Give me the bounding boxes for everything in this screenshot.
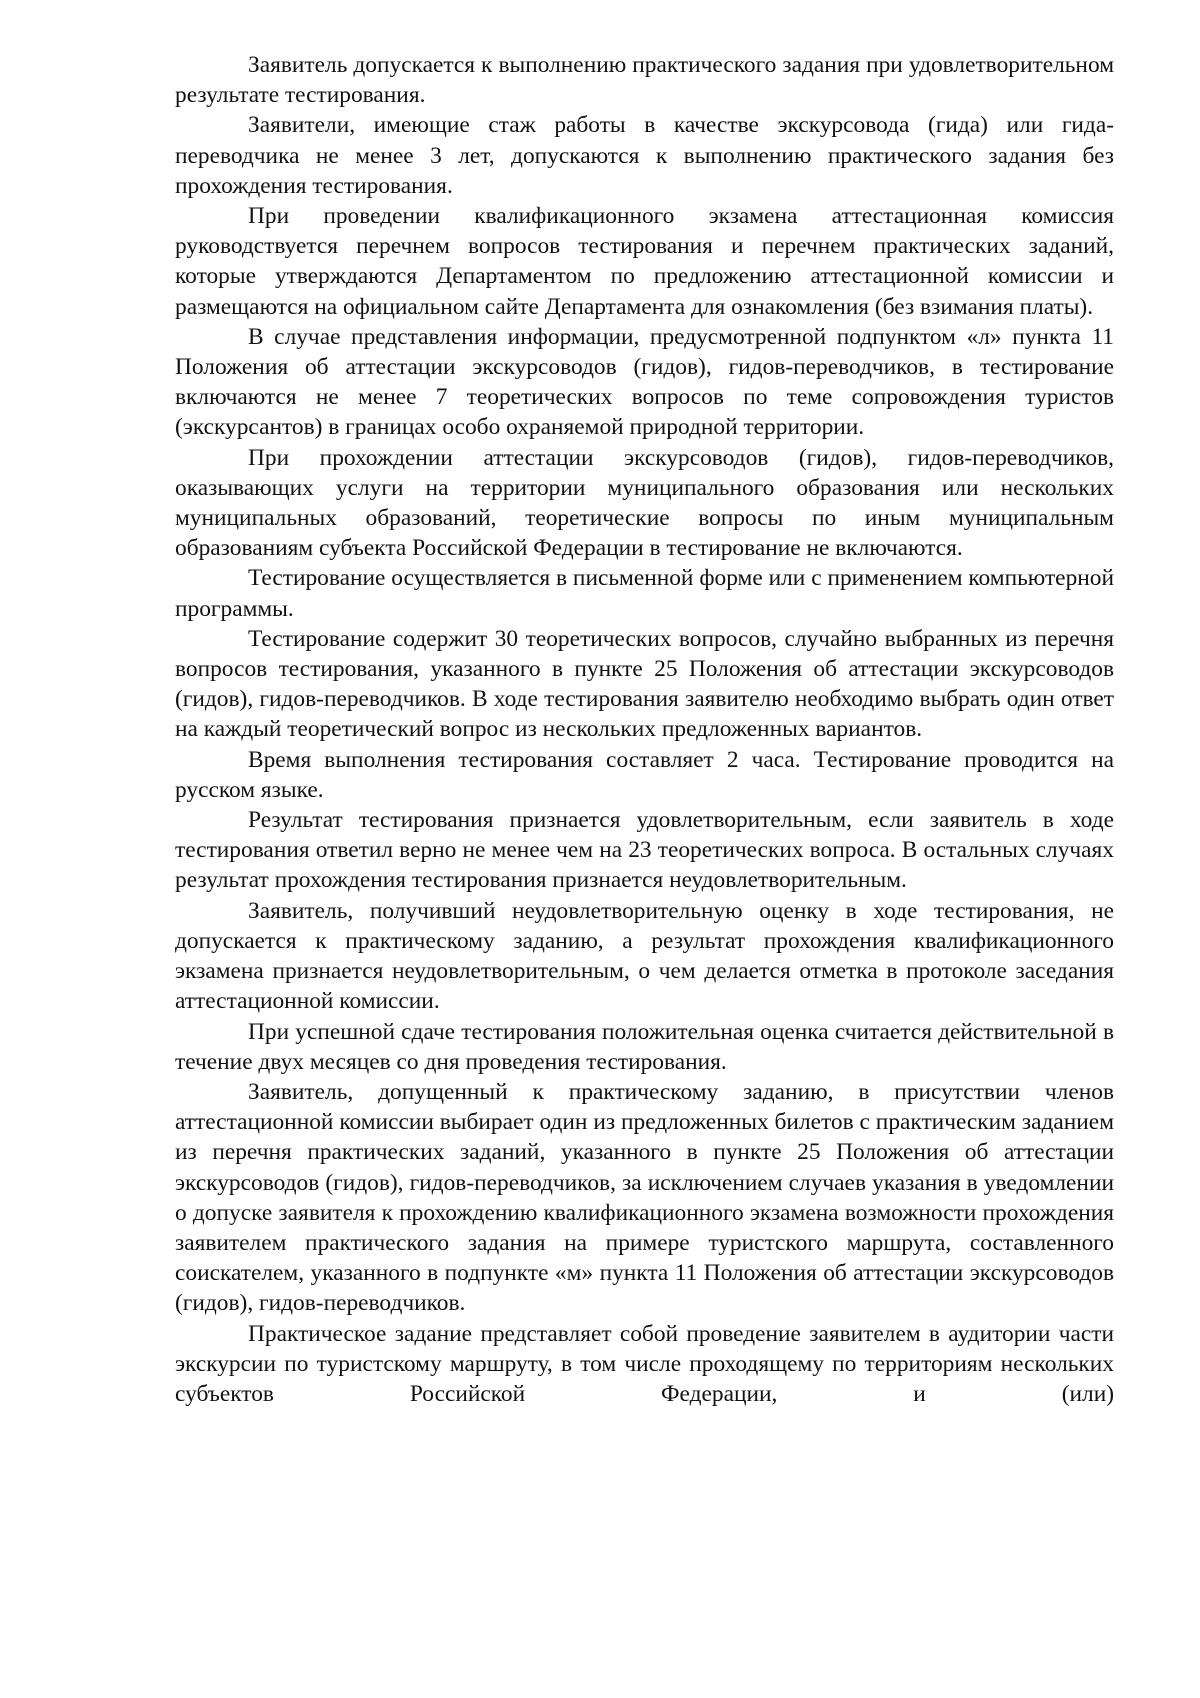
paragraph-experience-exemption: Заявители, имеющие стаж работы в качестве экскурсовода (гида) или гида-переводчика не менее 3 лет, допускаются к выполнению практического задания без прохождения тестирования. (175, 112, 1114, 199)
paragraph-municipal-scope: При прохождении аттестации экскурсоводов (гидов), гидов-переводчиков, оказывающих услуги на территории муниципального образования или нескольких муниципальных образований, теоретические вопросы по иным муниципальным образованиям субъекта Российской Федерации в тестирование не включаются. (175, 444, 1114, 562)
paragraph-testing-form: Тестирование осуществляется в письменной форме или с применением компьютерной программы. (175, 565, 1114, 622)
paragraph-unsatisfactory-result: Заявитель, получивший неудовлетворительную оценку в ходе тестирования, не допускается к практическому заданию, а результат прохождения квалификационного экзамена признается неудовлетворительным, о чем делается отметка в протоколе заседания аттестационной комиссии. (175, 897, 1114, 1015)
paragraph-testing-duration: Время выполнения тестирования составляет 2 часа. Тестирование проводится на русском языке. (175, 746, 1114, 803)
paragraph-result-validity: При успешной сдаче тестирования положительная оценка считается действительной в течение двух месяцев со дня проведения тестирования. (175, 1018, 1114, 1075)
paragraph-testing-admission: Заявитель допускается к выполнению практического задания при удовлетворительном результате тестирования. (175, 52, 1114, 109)
paragraph-testing-result: Результат тестирования признается удовлетворительным, если заявитель в ходе тестирования ответил верно не менее чем на 23 теоретических вопроса. В остальных случаях результат прохождения тестирования признается неудовлетворительным. (175, 807, 1114, 894)
paragraph-practical-ticket: Заявитель, допущенный к практическому заданию, в присутствии членов аттестационной комиссии выбирает один из предложенных билетов с практическим заданием из перечня практических заданий, указанного в пункте 25 Положения об аттестации экскурсоводов (гидов), гидов-переводчиков, за исключением случаев указания в уведомлении о допуске заявителя к прохождению квалификационного экзамена возможности прохождения заявителем практического задания на примере туристского маршрута, составленного соискателем, указанного в подпункте «м» пункта 11 Положения об аттестации экскурсоводов (гидов), гидов-переводчиков. (175, 1078, 1114, 1317)
paragraph-commission-guidelines: При проведении квалификационного экзамена аттестационная комиссия руководствуется перечнем вопросов тестирования и перечнем практических заданий, которые утверждаются Департаментом по предложению аттестационной комиссии и размещаются на официальном сайте Департамента для ознакомления (без взимания платы). (175, 203, 1114, 320)
paragraph-testing-content: Тестирование содержит 30 теоретических вопросов, случайно выбранных из перечня вопросов тестирования, указанного в пункте 25 Положения об аттестации экскурсоводов (гидов), гидов-переводчиков. В ходе тестирования заявителю необходимо выбрать один ответ на каждый теоретический вопрос из нескольких предложенных вариантов. (175, 625, 1114, 743)
paragraph-practical-task: Практическое задание представляет собой проведение заявителем в аудитории части экскурсии по туристскому маршруту, в том числе проходящему по территориям нескольких субъектов Российской Федерации, и (или) (175, 1320, 1114, 1407)
paragraph-protected-territory-questions: В случае представления информации, предусмотренной подпунктом «л» пункта 11 Положения об аттестации экскурсоводов (гидов), гидов-переводчиков, в тестирование включаются не менее 7 теоретических вопросов по теме сопровождения туристов (экскурсантов) в границах особо охраняемой природной территории. (175, 323, 1114, 441)
